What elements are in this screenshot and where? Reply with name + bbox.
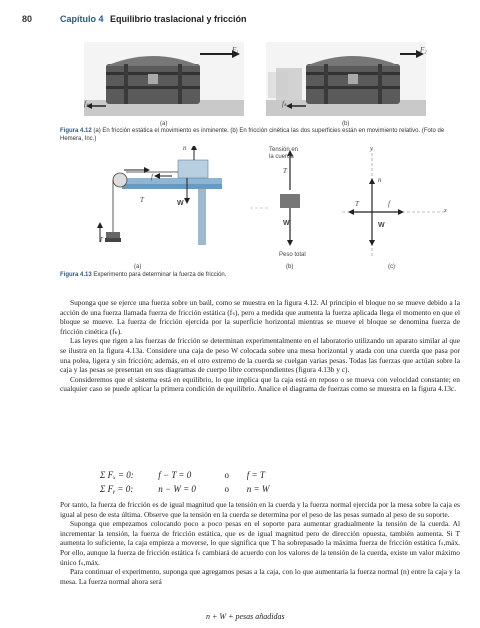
tension-rope-label-2: la cuerda xyxy=(269,154,294,160)
page-number: 80 xyxy=(22,14,33,24)
eq2-rhs: n = W xyxy=(246,484,270,494)
eq2-lhs: Σ Fᵧ = 0: xyxy=(100,484,134,494)
figure-413c-label: (c) xyxy=(388,264,395,270)
figure-413b-diagram xyxy=(250,146,330,262)
eq1-rhs: f = T xyxy=(246,470,265,480)
weight-w-label-c: W xyxy=(378,222,385,229)
tension-t-label-b: T xyxy=(283,167,287,175)
body-column-top xyxy=(60,298,460,394)
peso-total-label: Peso total xyxy=(279,252,306,258)
paragraph-4: Por tanto, la fuerza de fricción es de igual magnitud que la tensión en la cuerda y la fuerza normal ejercida por la mesa sobre la caja es igual al peso de esta última. Observe que la tensión en la cuerda se determina por el peso de las pesas sumado al peso de su soporte. xyxy=(60,500,460,519)
friction-f-label-a: f xyxy=(151,173,153,181)
axis-x-label: x xyxy=(444,208,447,214)
figure-413b-label: (b) xyxy=(286,264,294,270)
normal-n-label-a: n xyxy=(183,144,187,152)
figure-413-caption-text: Experimento para determinar la fuerza de fricción. xyxy=(93,272,227,278)
figure-413-number: Figura 4.13 xyxy=(60,272,92,278)
friction-fs-label: fₛ xyxy=(84,100,89,108)
equation-normal: n + W + pesas añadidas xyxy=(206,612,285,621)
eq1-mid: f − T = 0 xyxy=(158,470,192,480)
equation-sum-fy xyxy=(100,484,269,494)
chapter-title: Equilibrio traslacional y fricción xyxy=(110,14,247,24)
figure-413a-label: (a) xyxy=(134,264,142,270)
figure-412-caption-text: (a) En fricción estática el movimiento es inminente. (b) En fricción cinética las dos superficies están en movimiento relativo. (Foto de Hemera, Inc.) xyxy=(60,128,445,142)
eq2-mid: n − W = 0 xyxy=(158,484,196,494)
figure-413a-diagram xyxy=(62,146,222,262)
axis-y-label: y xyxy=(370,146,373,152)
force-f2-label: F₂ xyxy=(420,46,427,54)
tension-t-label-a2: T xyxy=(99,236,103,244)
force-f1-label: F₁ xyxy=(232,46,239,54)
paragraph-3: Consideremos que el sistema está en equilibrio, lo que implica que la caja está en reposo o se mueva con velocidad constante; en cualquier caso se puede aplicar la primera condición de equilibrio. Analice el diagrama de fuerzas como se muestra en la figura 4.13c. xyxy=(60,374,460,394)
eq2-or: o xyxy=(224,484,229,494)
equation-sum-fx xyxy=(100,470,265,480)
friction-fk-label: fₖ xyxy=(282,100,287,108)
figure-412-caption xyxy=(60,127,460,143)
paragraph-2: Las leyes que rigen a las fuerzas de fricción se determinan experimentalmente en el laboratorio utilizando un aparato similar al que se ilustra en la figura 4.13a. Considere una caja de peso W colocada sobre una mesa horizontal y atada con una cuerda que pasa por una polea, ligera y sin fricción; además, en el otro extremo de la cuerda se cuelgan varias pesas. Todas las fuerzas que actúan sobre la caja y las pesas se presentan en sus diagramas de cuerpo libre correspondientes (figura 4.13b y c). xyxy=(60,336,460,375)
paragraph-1: Suponga que se ejerce una fuerza sobre un baúl, como se muestra en la figura 4.12. Al principio el bloque no se mueve debido a la acción de una fuerza llamada fuerza de fricción estática (fₛ), pero a medida que aumenta la fuerza aplicada llega el momento en que el bloque se mueve. La fuerza de fricción ejercida por la superficie horizontal mientras se mueve el bloque se denomina fuerza de fricción cinética (fₖ). xyxy=(60,298,460,336)
friction-f-label-c: f xyxy=(388,200,390,208)
normal-n-label-c: n xyxy=(378,176,382,184)
figure-412a-label: (a) xyxy=(160,121,168,127)
figure-413-caption xyxy=(60,271,460,279)
body-column-bottom xyxy=(60,500,460,586)
paragraph-6: Para continuar el experimento, suponga que agregamos pesas a la caja, con lo que aumentaría la fuerza normal (n) entre la caja y la mesa. La fuerza normal ahora será xyxy=(60,567,460,586)
figure-412-number: Figura 4.12 xyxy=(60,128,92,134)
tension-rope-label-1: Tensión en xyxy=(269,147,299,153)
weight-w-label-a: W xyxy=(177,200,184,207)
tension-t-label-a: T xyxy=(140,196,144,204)
eq1-or: o xyxy=(224,470,229,480)
chapter-label: Capítulo 4 xyxy=(60,14,104,24)
page-header xyxy=(22,14,458,28)
weight-w-label-b: W xyxy=(283,220,290,227)
tension-t-label-c: T xyxy=(355,200,359,208)
eq1-lhs: Σ Fₓ = 0: xyxy=(100,470,134,480)
figure-412b-label: (b) xyxy=(342,121,350,127)
figure-412a-photo xyxy=(84,42,244,116)
paragraph-5: Suponga que empezamos colocando poco a poco pesas en el soporte para aumentar gradualmente la tensión de la cuerda. Al incrementar la tensión, la fuerza de fricción estática, que es de igual magnitud pero de dirección opuesta, también aumenta. Si T aumenta lo suficiente, la caja empieza a moverse, lo que significa que T ha sobrepasado la máxima fuerza de fricción estática fₛ,máx. Por ello, aunque la fuerza de fricción estática fₛ cambiará de acuerdo con los valores de la tensión de la cuerda, existe un valor máximo único fₛ,máx. xyxy=(60,519,460,567)
figure-412b-photo xyxy=(266,42,426,116)
